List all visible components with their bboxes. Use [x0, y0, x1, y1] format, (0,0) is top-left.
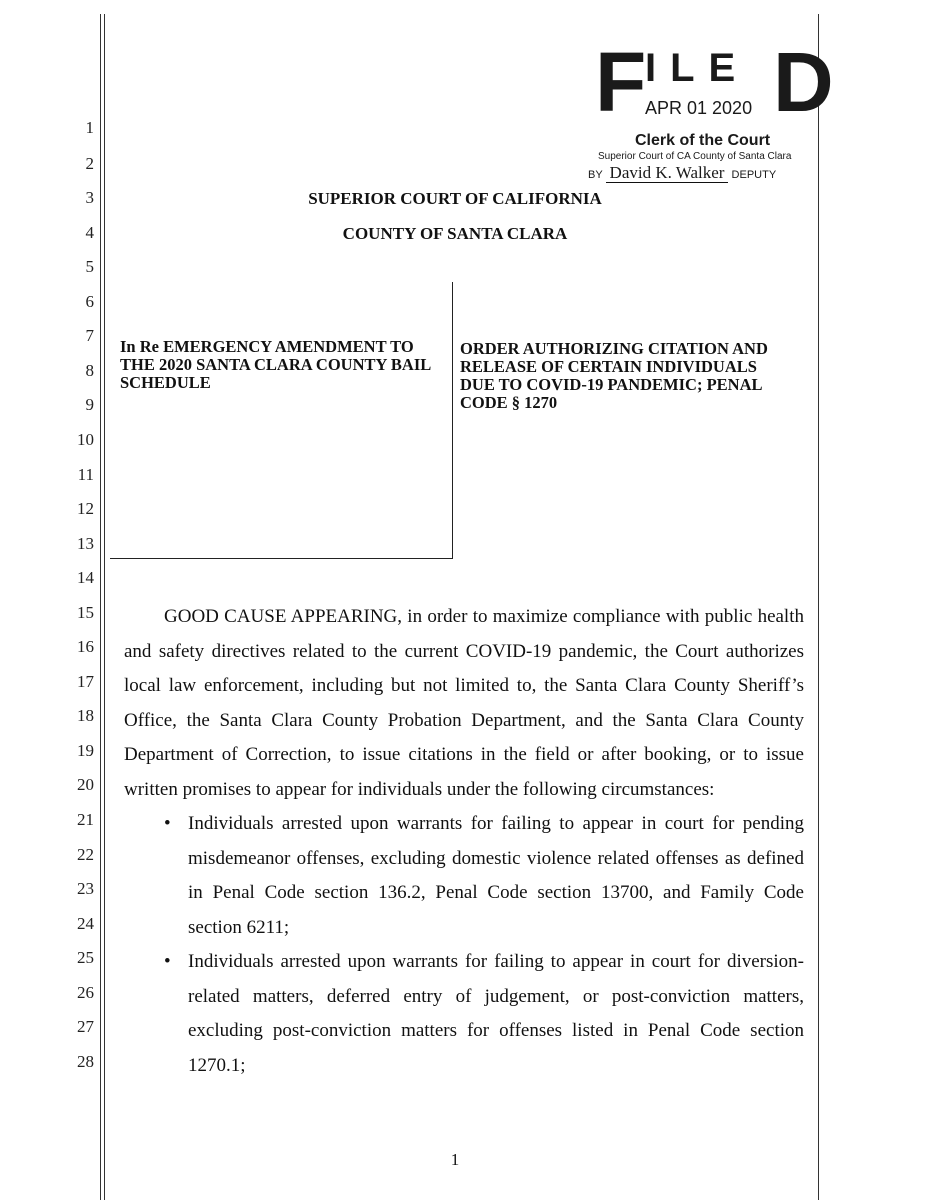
county-heading: COUNTY OF SANTA CLARA — [342, 224, 568, 243]
bullet-icon: • — [164, 951, 171, 972]
line-number: 2 — [85, 154, 94, 173]
line-number: 20 — [77, 775, 94, 794]
filed-stamp-letters-ile: ILE — [645, 46, 750, 90]
filed-stamp-letter-f: F — [595, 35, 647, 129]
order-body — [124, 600, 804, 1083]
line-number: 24 — [77, 914, 94, 933]
line-number: 15 — [77, 603, 94, 622]
line-number: 17 — [77, 672, 94, 691]
line-number: 10 — [77, 430, 94, 449]
line-number: 3 — [85, 188, 94, 207]
filed-stamp-signature: David K. Walker — [606, 163, 729, 183]
line-number: 22 — [77, 845, 94, 864]
filed-stamp-by-line — [588, 163, 776, 183]
line-number: 9 — [85, 395, 94, 414]
line-number: 13 — [77, 534, 94, 553]
line-number: 21 — [77, 810, 94, 829]
right-margin-rule — [818, 14, 819, 1200]
line-number: 4 — [85, 223, 94, 242]
filed-stamp-deputy: DEPUTY — [731, 169, 777, 181]
line-number: 28 — [77, 1052, 94, 1071]
left-margin-rule-inner — [104, 14, 105, 1200]
list-item-text: Individuals arrested upon warrants for failing to appear in court for diversion-related matters, deferred entry of judgement, or post-conviction matters, excluding post-conviction matters for offenses listed in Penal Code section 1270.1; — [188, 951, 804, 1076]
filed-stamp-by-label: BY — [588, 169, 603, 181]
line-number: 19 — [77, 741, 94, 760]
line-number: 27 — [77, 1017, 94, 1036]
line-number: 12 — [77, 499, 94, 518]
line-number: 26 — [77, 983, 94, 1002]
caption-box — [110, 282, 453, 559]
page-number: 1 — [450, 1150, 460, 1169]
line-number: 5 — [85, 257, 94, 276]
line-number: 23 — [77, 879, 94, 898]
court-heading: SUPERIOR COURT OF CALIFORNIA — [308, 189, 602, 208]
filed-stamp-letter-d: D — [773, 35, 834, 129]
circumstances-list — [124, 807, 804, 1083]
bullet-icon: • — [164, 813, 171, 834]
list-item — [124, 945, 804, 1083]
line-number: 11 — [77, 465, 94, 484]
list-item — [124, 807, 804, 945]
line-number: 14 — [77, 568, 94, 587]
filed-stamp-clerk: Clerk of the Court — [635, 132, 771, 149]
line-number: 7 — [85, 326, 94, 345]
good-cause-paragraph: GOOD CAUSE APPEARING, in order to maximize compliance with public health and safety directives related to the current COVID-19 pandemic, the Court authorizes local law enforcement, including but not limited to, the Santa Clara County Sheriff’s Office, the Santa Clara County Probation Department, and the Santa Clara County Department of Correction, to issue citations in the field or after booking, or to issue written promises to appear for individuals under the following circumstances: — [124, 606, 804, 800]
filed-stamp — [585, 35, 834, 190]
case-caption: In Re EMERGENCY AMENDMENT TO THE 2020 SANTA CLARA COUNTY BAIL SCHEDULE — [120, 337, 431, 392]
line-number: 18 — [77, 706, 94, 725]
line-number: 6 — [85, 292, 94, 311]
line-number: 1 — [85, 118, 94, 137]
filed-stamp-court: Superior Court of CA County of Santa Clara — [598, 151, 792, 162]
list-item-text: Individuals arrested upon warrants for failing to appear in court for pending misdemeanor offenses, excluding domestic violence related offenses as defined in Penal Code section 136.2, Penal Code section 13700, and Family Code section 6211; — [188, 813, 804, 938]
filed-stamp-date: APR 01 2020 — [645, 98, 753, 118]
line-number: 8 — [85, 361, 94, 380]
left-margin-rule-outer — [100, 14, 101, 1200]
line-number: 16 — [77, 637, 94, 656]
order-title: ORDER AUTHORIZING CITATION AND RELEASE OF CERTAIN INDIVIDUALS DUE TO COVID-19 PANDEMIC; PENAL CODE § 1270 — [460, 339, 768, 412]
line-number: 25 — [77, 948, 94, 967]
